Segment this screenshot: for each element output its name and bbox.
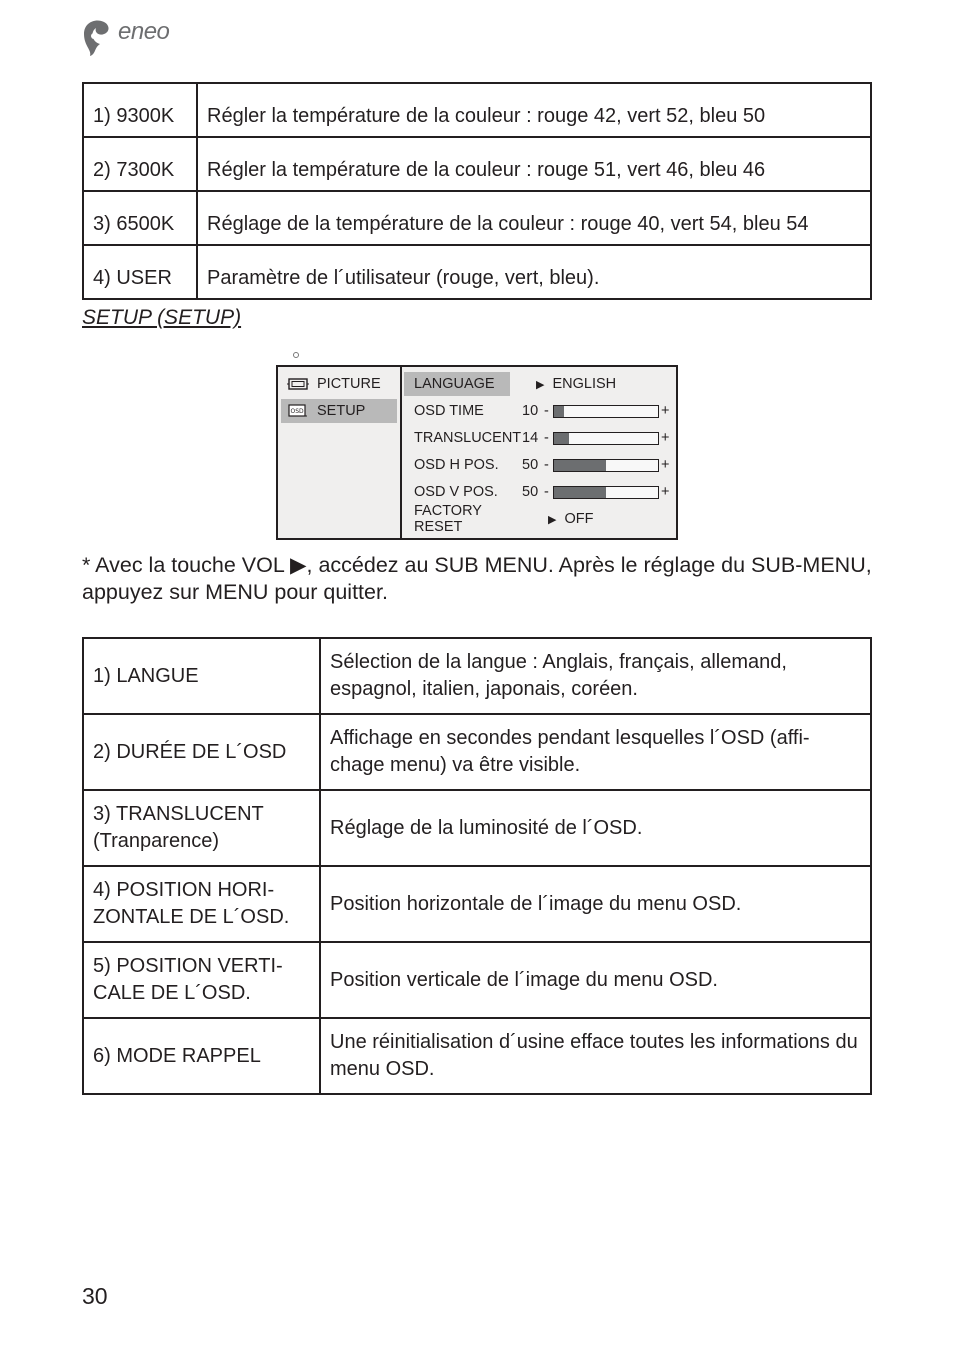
slider-fill	[554, 460, 606, 471]
osd-row-factory-reset[interactable]	[414, 503, 676, 535]
brand-name: eneo	[118, 18, 170, 45]
table-row	[83, 790, 871, 866]
plus-sign: +	[661, 457, 670, 473]
section-title: SETUP (SETUP)	[82, 306, 242, 329]
description-cell: Une réinitialisation d´usine efface toutes les informations du menu OSD.	[320, 1018, 871, 1094]
table-row	[83, 245, 871, 299]
table-row	[83, 714, 871, 790]
slider-fill	[554, 487, 606, 498]
minus-sign: -	[544, 430, 549, 446]
osd-row-value: OFF	[564, 511, 594, 527]
table-row	[83, 942, 871, 1018]
osd-sidebar-label: SETUP	[317, 403, 366, 419]
color-temperature-table	[82, 82, 872, 300]
mode-cell: 2) 7300K	[83, 137, 197, 191]
setup-table	[82, 637, 872, 1095]
osd-row-label: OSD H POS.	[414, 457, 499, 473]
plus-sign: +	[661, 484, 670, 500]
plus-sign: +	[661, 430, 670, 446]
mode-cell: 4) USER	[83, 245, 197, 299]
description-cell: Affichage en secondes pendant lesquelles l´OSD (affi-chage menu) va être visible.	[320, 714, 871, 790]
table-row	[83, 638, 871, 714]
osd-slider[interactable]	[553, 486, 659, 499]
osd-row-label: TRANSLUCENT	[414, 430, 522, 446]
osd-slider[interactable]	[553, 459, 659, 472]
osd-row-value: 50	[522, 457, 539, 473]
triangle-right-icon: ▶	[536, 378, 545, 391]
item-cell: 4) POSITION HORI-ZONTALE DE L´OSD.	[83, 866, 320, 942]
item-cell: 1) LANGUE	[83, 638, 320, 714]
svg-text:OSD: OSD	[290, 408, 304, 415]
osd-sidebar-item-picture[interactable]	[281, 372, 397, 396]
osd-sidebar	[278, 367, 402, 538]
minus-sign: -	[544, 403, 549, 419]
osd-row-value: 10	[522, 403, 539, 419]
osd-menu	[276, 365, 678, 540]
osd-row-value: ENGLISH	[552, 376, 617, 392]
osd-row-language[interactable]	[414, 372, 676, 396]
item-cell: 3) TRANSLUCENT (Tranparence)	[83, 790, 320, 866]
osd-row-osd-v-pos[interactable]	[414, 480, 676, 504]
osd-row-value: 14	[522, 430, 539, 446]
minus-sign: -	[544, 457, 549, 473]
description-cell: Régler la température de la couleur : rouge 51, vert 46, bleu 46	[197, 137, 871, 191]
osd-row-label: LANGUAGE	[404, 372, 510, 396]
osd-slider[interactable]	[553, 405, 659, 418]
osd-setup-icon	[287, 404, 309, 418]
description-cell: Régler la température de la couleur : rouge 42, vert 52, bleu 50	[197, 83, 871, 137]
triangle-right-icon: ▶	[548, 513, 557, 526]
minus-sign: -	[544, 484, 549, 500]
slider-fill	[554, 433, 569, 444]
plus-sign: +	[661, 403, 670, 419]
instruction-note: * Avec la touche VOL ▶, accédez au SUB MENU. Après le réglage du SUB-MENU, appuyez sur MENU pour quitter.	[82, 553, 872, 604]
item-cell: 6) MODE RAPPEL	[83, 1018, 320, 1094]
table-row	[83, 83, 871, 137]
picture-icon	[287, 377, 309, 391]
description-cell: Réglage de la température de la couleur : rouge 40, vert 54, bleu 54	[197, 191, 871, 245]
osd-sidebar-label: PICTURE	[317, 376, 381, 392]
description-cell: Paramètre de l´utilisateur (rouge, vert, bleu).	[197, 245, 871, 299]
mode-cell: 1) 9300K	[83, 83, 197, 137]
table-row	[83, 137, 871, 191]
osd-slider[interactable]	[553, 432, 659, 445]
osd-row-translucent[interactable]	[414, 426, 676, 450]
slider-fill	[554, 406, 564, 417]
description-cell: Réglage de la luminosité de l´OSD.	[320, 790, 871, 866]
table-row	[83, 866, 871, 942]
description-cell: Position horizontale de l´image du menu OSD.	[320, 866, 871, 942]
osd-row-osd-h-pos[interactable]	[414, 453, 676, 477]
description-cell: Sélection de la langue : Anglais, français, allemand, espagnol, italien, japonais, coréen.	[320, 638, 871, 714]
osd-sidebar-item-setup[interactable]	[281, 399, 397, 423]
osd-row-label: OSD V POS.	[414, 484, 498, 500]
osd-row-label: FACTORY RESET	[414, 503, 482, 535]
table-row	[83, 1018, 871, 1094]
table-row	[83, 191, 871, 245]
osd-row-label: OSD TIME	[414, 403, 484, 419]
osd-row-osd-time[interactable]	[414, 399, 676, 423]
mode-cell: 3) 6500K	[83, 191, 197, 245]
page-number: 30	[82, 1283, 108, 1309]
description-cell: Position verticale de l´image du menu OSD.	[320, 942, 871, 1018]
item-cell: 2) DURÉE DE L´OSD	[83, 714, 320, 790]
osd-row-value: 50	[522, 484, 539, 500]
bullet-dot	[293, 352, 299, 358]
item-cell: 5) POSITION VERTI-CALE DE L´OSD.	[83, 942, 320, 1018]
